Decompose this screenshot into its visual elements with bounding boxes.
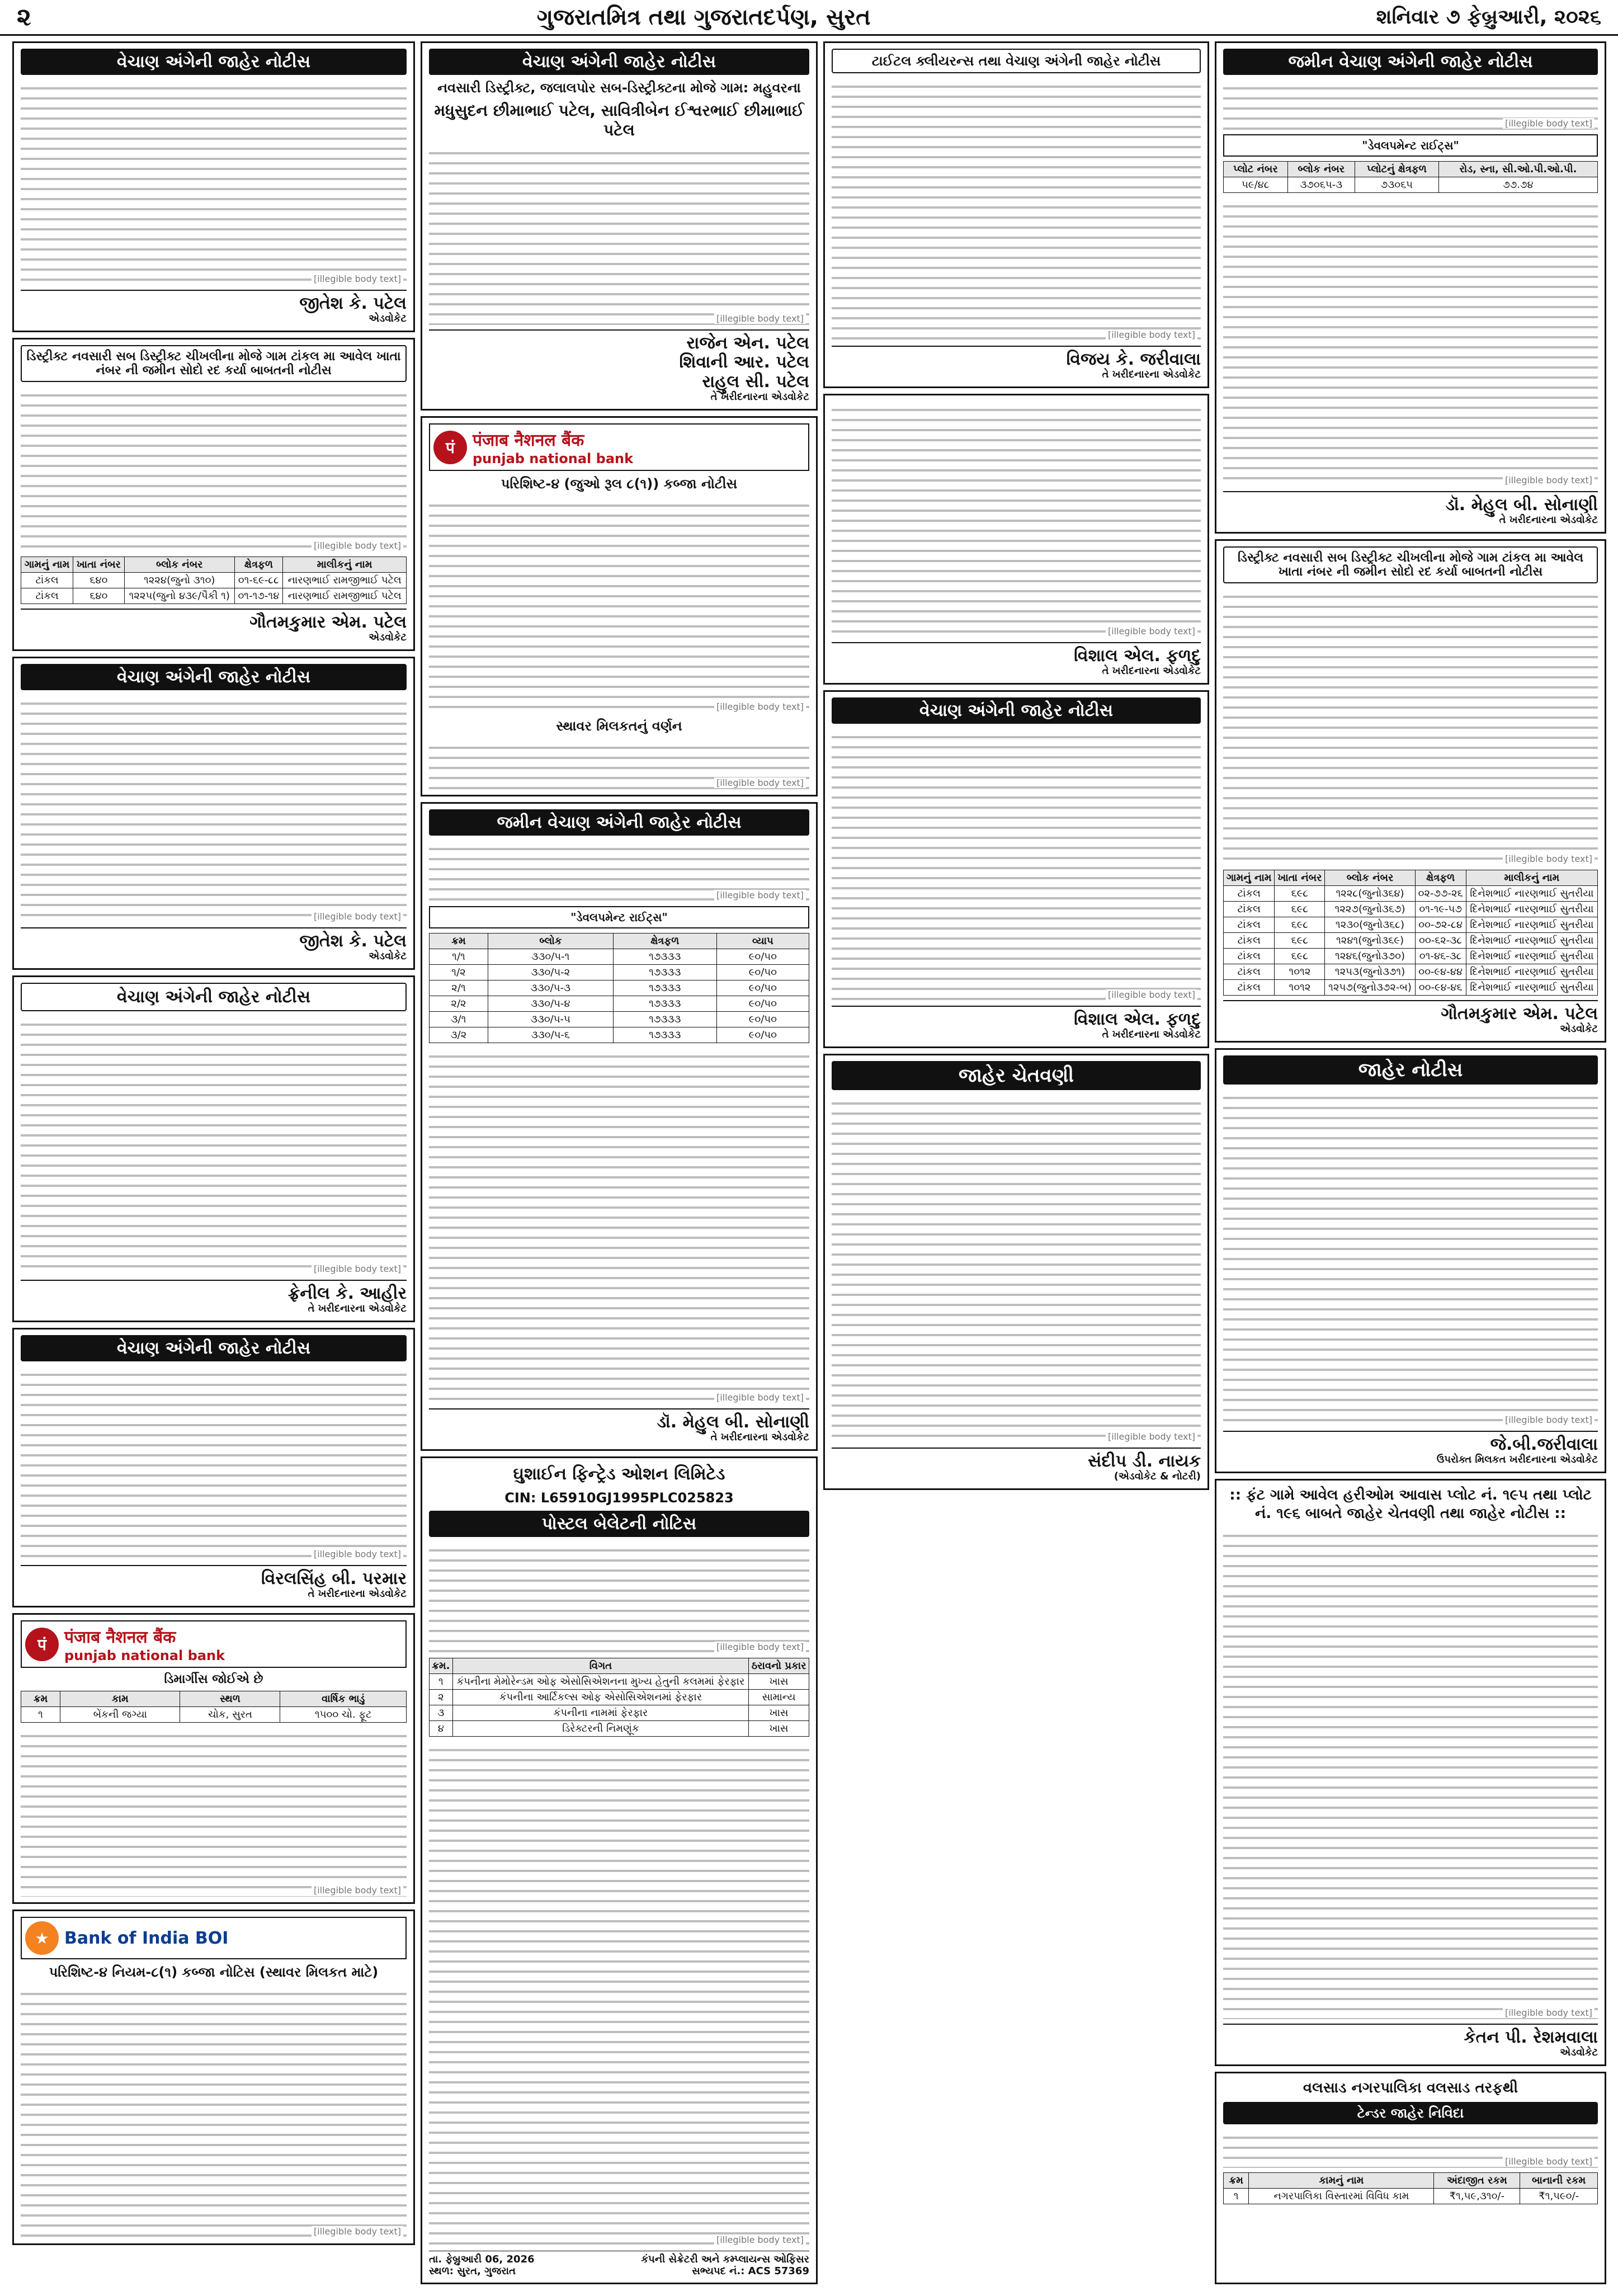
land-sale-notice-col2 (421, 802, 818, 1451)
bank-header (21, 1917, 407, 1959)
advocate-name: ગૌતમકુમાર એમ. પટેલ (1441, 1003, 1598, 1024)
table-cell: ૧૨૨૭(જુનો૩૬૭) (1325, 901, 1415, 917)
table-cell: ૩૩૦/૫-૪ (488, 996, 613, 1012)
notice-body (1223, 1527, 1598, 2019)
advocate-role: તે ખરીદનારના એડવોકેટ (308, 1588, 407, 1600)
notice-place: સ્થળ: સુરત, ગુજરાત (429, 2265, 516, 2277)
notice-title: જાહેર ચેતવણી (832, 1061, 1201, 1090)
notice-title: વેચાણ અંગેની જાહેર નોટીસ (21, 664, 407, 690)
advocate-role: તે ખરીદનારના એડવોકેટ (1102, 665, 1201, 677)
advocate-name: કેતન પી. રેશમવાલા (1464, 2027, 1598, 2047)
advocate-name: ડૉ. મેહુલ બી. સોનાણી (1445, 494, 1598, 515)
sale-notice-col1-1 (12, 41, 415, 332)
table-cell: ૧૦૧૨ (1275, 964, 1325, 979)
table-row (21, 572, 407, 588)
table-cell: દિનેશભાઈ નારણભાઈ સુતરીયા (1466, 885, 1597, 901)
development-rights-badge: "ડેવલપમેન્ટ રાઈટ્સ" (1223, 134, 1598, 157)
table-header: વિગત (452, 1658, 748, 1673)
notice-body (21, 1016, 407, 1275)
advocate-signature (21, 927, 407, 963)
table-cell: ૧૨૪૬(જુનો૩૭૦) (1325, 948, 1415, 964)
table-header: રોડ, સ્ના, સી.ઓ.પી.ઓ.પી. (1438, 162, 1597, 177)
table-cell: દિનેશભાઈ નારણભાઈ સુતરીયા (1466, 948, 1597, 964)
table-cell: ૭૭.૭૪ (1438, 177, 1597, 193)
advocate-signature (832, 1006, 1201, 1041)
notice-body (429, 497, 809, 713)
table-header: માલીકનું નામ (1466, 870, 1597, 885)
table-header: ક્રમ (21, 1691, 60, 1707)
table-cell: ૬૯૮ (1275, 917, 1325, 932)
table-cell: ૧૭૩૩૩ (613, 949, 716, 965)
company-name: ઘુશાઈન ફિન્ટ્રેડ ઓશન લિમિટેડ (513, 1464, 725, 1484)
postal-ballot-notice (421, 1456, 818, 2284)
table-cell: ૧/૧ (430, 949, 488, 965)
table-row (1224, 177, 1598, 193)
advocate-signature (21, 609, 407, 644)
deal-cancel-notice-col1 (12, 338, 415, 651)
table-cell: ૧૨૫૩(જુનો૩૭૧) (1325, 964, 1415, 979)
table-cell: ટાંકલ (1224, 885, 1275, 901)
table-cell: ૬૪૦ (73, 572, 125, 588)
table-cell: ૧૭૩૩૩ (613, 980, 716, 996)
advocate-signature (832, 1448, 1201, 1483)
table-row (430, 1705, 809, 1720)
advocate-role: તે ખરીદનારના એડવોકેટ (1102, 369, 1201, 381)
bank-name-english: punjab national bank (473, 451, 634, 466)
notice-body (429, 1048, 809, 1404)
advocate-name: જીતેશ કે. પટેલ (299, 931, 407, 951)
notice-date: તા. ફેબ્રુઆરી 06, 2026 (429, 2253, 535, 2265)
table-cell: ૦૧-૧૯-૫૭ (1415, 901, 1466, 917)
table-cell: ૧૦૧૨ (1275, 979, 1325, 995)
advocate-signature (21, 1280, 407, 1315)
table-row (21, 1707, 407, 1723)
notice-title: જમીન વેચાણ અંગેની જાહેર નોટીસ (1223, 49, 1598, 75)
table-header: ક્ષેત્રફળ (234, 557, 282, 572)
advocate-role: ઉપરોક્ત મિલકત ખરીદનારના એડવોકેટ (1436, 1454, 1598, 1466)
table-cell: ૦૦-૯૪-૪૪ (1415, 964, 1466, 979)
table-header: ગામનું નામ (1224, 870, 1275, 885)
table-row (1224, 964, 1598, 979)
table-cell: ૦૨-૭૭-૨૬ (1415, 885, 1466, 901)
issue-date: શનિવાર ૭ ફેબ્રુઆરી, ૨૦૨૬ (1376, 5, 1601, 29)
table-cell: ટાંકલ (1224, 917, 1275, 932)
signature-block (429, 2251, 809, 2277)
page-number: ૨ (17, 3, 31, 31)
notice-body (832, 728, 1201, 1001)
table-row (1224, 885, 1598, 901)
table-cell: ૬૯૮ (1275, 885, 1325, 901)
table-cell: ૧ (1224, 2188, 1249, 2204)
table-row (430, 980, 809, 996)
table-cell: ૯૦/૫૦ (716, 1012, 809, 1027)
bank-name-hindi: पंजाब नैशनल बैंक (473, 431, 584, 450)
table-cell: ખાસ (749, 1673, 809, 1689)
table-header: બાનાની રકમ (1520, 2172, 1598, 2188)
table-header: પ્લોટનું ક્ષેત્રફળ (1355, 162, 1438, 177)
notice-body (429, 1741, 809, 2247)
table-cell: ૪ (430, 1720, 453, 1736)
company-cin: CIN: L65910GJ1995PLC025823 (504, 1489, 734, 1506)
public-warning-notice (823, 1054, 1209, 1490)
table-cell: ૩૩૦/૫-૬ (488, 1027, 613, 1043)
table-cell: ૧૨૨૮(જુનો૩૬૪) (1325, 885, 1415, 901)
table-cell: ટાંકલ (21, 572, 73, 588)
table-cell: નગરપાલિકા વિસ્તારમાં વિવિધ કામ (1249, 2188, 1434, 2204)
signer-title: કંપની સેક્રેટરી અને કમ્પ્લાયન્સ ઓફિસર (641, 2253, 809, 2265)
advocate-name: જે.બી.જરીવાલા (1490, 1434, 1598, 1454)
advocate-name: રાજેન એન. પટેલ (686, 333, 809, 353)
table-cell: ૬૯૮ (1275, 948, 1325, 964)
notice-title: જમીન વેચાણ અંગેની જાહેર નોટીસ (429, 809, 809, 836)
notice-body (832, 78, 1201, 341)
land-table (1223, 870, 1598, 996)
table-cell: દિનેશભાઈ નારણભાઈ સુતરીયા (1466, 932, 1597, 948)
advocate-signature (832, 642, 1201, 677)
table-cell: ૧૨૨૫(જુનો ૪૩૯/પૈકી ૧) (124, 588, 234, 604)
table-header: ક્ષેત્રફળ (1415, 870, 1466, 885)
table-cell: ₹૧,૫૯૦/- (1520, 2188, 1598, 2204)
advocate-role: (એડવોકેટ & નોટરી) (1114, 1470, 1201, 1483)
development-rights-badge: "ડેવલપમેન્ટ રાઈટ્સ" (429, 906, 809, 928)
notice-body (21, 695, 407, 923)
table-cell: ૧૭૩૩૩ (613, 1012, 716, 1027)
pnb-logo-icon: पं (433, 431, 467, 464)
table-header: બ્લોક નંબર (1287, 162, 1355, 177)
table-row (430, 1027, 809, 1043)
table-cell: ૯૦/૫૦ (716, 949, 809, 965)
notice-title: વલસાડ નગરપાલિકા વલસાડ તરફથી (1303, 2080, 1518, 2096)
table-cell: ૯૦/૫૦ (716, 996, 809, 1012)
table-cell: ૧/૨ (430, 965, 488, 980)
bank-name: Bank of India BOI (64, 1928, 229, 1948)
advocate-signature (21, 290, 407, 325)
notice-title: વેચાણ અંગેની જાહેર નોટીસ (832, 697, 1201, 724)
table-cell: ૧૨૩૦(જુનો૩૬૮) (1325, 917, 1415, 932)
table-cell: ૯૦/૫૦ (716, 965, 809, 980)
sale-notice-col1-3 (12, 975, 415, 1322)
notice-title: પરિશિષ્ટ-૪ (જુઓ રૂલ ૮(૧)) કબ્જા નોટીસ (501, 476, 738, 492)
advocate-name: સંદીપ ડી. નાયક (1088, 1451, 1201, 1471)
table-cell: ટાંકલ (1224, 901, 1275, 917)
advocate-signature (429, 329, 809, 403)
table-cell: ૬૯૮ (1275, 901, 1325, 917)
table-cell: ૧૨૫૭(જુનો૩૭૨-બ) (1325, 979, 1415, 995)
bank-name-english: punjab national bank (64, 1648, 225, 1663)
notice-body (21, 1366, 407, 1560)
table-cell: ૨ (430, 1689, 453, 1705)
table-cell: ૩/૧ (430, 1012, 488, 1027)
table-cell: ખાસ (749, 1720, 809, 1736)
advocate-name: ગૌતમકુમાર એમ. પટેલ (249, 612, 407, 632)
public-notice-col4 (1215, 1048, 1606, 1473)
table-cell: સામાન્ય (749, 1689, 809, 1705)
tender-notice (1215, 2072, 1606, 2284)
advocate-role: એડવોકેટ (1560, 1023, 1598, 1035)
notice-body (429, 144, 809, 325)
table-header: બ્લોક નંબર (124, 557, 234, 572)
table-cell: કંપનીના મેમોરેન્ડમ ઓફ એસોસિએશનના મુખ્ય હેતુની કલમમાં ફેરફાર (452, 1673, 748, 1689)
table-row (430, 996, 809, 1012)
notice-body (1223, 588, 1598, 865)
sale-notice-col1-2 (12, 657, 415, 970)
advocate-role: એડવોકેટ (1560, 2047, 1598, 2059)
table-row (1224, 979, 1598, 995)
table-cell: ૬૯૮ (1275, 932, 1325, 948)
table-cell: ૩ (430, 1705, 453, 1720)
membership-number: સભ્યપદ નં.: ACS 57369 (692, 2265, 809, 2277)
table-cell: ૩/૨ (430, 1027, 488, 1043)
advocate-name: વિરલસિંહ બી. પરમાર (261, 1568, 407, 1588)
table-row (430, 965, 809, 980)
table-header: ખાતા નંબર (73, 557, 125, 572)
table-row (1224, 948, 1598, 964)
notice-body (1223, 2129, 1598, 2168)
advocate-role: તે ખરીદનારના એડવોકેટ (1499, 514, 1598, 526)
notice-title: જાહેર નોટીસ (1223, 1055, 1598, 1085)
owner-names: મધુસુદન છીમાભાઈ પટેલ, સાવિત્રીબેન ઈશ્વરભાઈ છીમાભાઈ પટેલ (434, 101, 804, 139)
advocate-name: શિવાની આર. પટેલ (679, 352, 809, 373)
advocate-role: એડવોકેટ (369, 950, 407, 963)
table-cell: ૦૧-૬૯-૮૮ (234, 572, 282, 588)
bank-header (429, 423, 809, 471)
notice-intro (429, 840, 809, 902)
land-table (21, 557, 407, 604)
table-cell: ૯૦/૫૦ (716, 1027, 809, 1043)
notice-intro (429, 1541, 809, 1653)
plot-warning-notice (1215, 1479, 1606, 2066)
table-header: ક્રમ. (430, 1658, 453, 1673)
advocate-name: વિશાલ એલ. ફળદુ (1074, 1009, 1201, 1029)
table-row (1224, 901, 1598, 917)
advocate-signature (429, 1408, 809, 1444)
advocate-name: વિજય કે. જરીવાલા (1066, 349, 1201, 369)
advocate-name: વિશાલ એલ. ફળદુ (1074, 645, 1201, 666)
table-header: કામનું નામ (1249, 2172, 1434, 2188)
tender-table (1223, 2172, 1598, 2204)
table-cell: ૦૦-૭૨-૮૪ (1415, 917, 1466, 932)
table-header: ખાતા નંબર (1275, 870, 1325, 885)
table-cell: ટાંકલ (1224, 979, 1275, 995)
notice-title: પોસ્ટલ બેલેટની નોટિસ (429, 1511, 809, 1537)
table-cell: દિનેશભાઈ નારણભાઈ સુતરીયા (1466, 901, 1597, 917)
table-header: કામ (60, 1691, 180, 1707)
column-3 (823, 41, 1209, 2290)
table-header: ક્ષેત્રફળ (613, 934, 716, 949)
pnb-logo-icon: पं (25, 1628, 59, 1661)
table-row (1224, 2188, 1598, 2204)
sale-notice-col2-1 (421, 41, 818, 411)
notice-body (21, 79, 407, 285)
notice-title: ડિસ્ટ્રીક્ટ નવસારી સબ ડિસ્ટ્રીક્ટ ચીખલીના મોજે ગામ ટાંકલ મા આવેલ ખાતા નંબર ની જમીન સોદો રદ કર્યા બાબતની નોટીસ (21, 345, 407, 382)
table-cell: નારણભાઈ રામજીભાઈ પટેલ (283, 572, 407, 588)
table-header: ક્રમ (1224, 2172, 1249, 2188)
table-cell: ૧ (430, 1673, 453, 1689)
sale-notice-col1-4 (12, 1328, 415, 1607)
masthead (0, 0, 1618, 36)
table-cell: દિનેશભાઈ નારણભાઈ સુતરીયા (1466, 917, 1597, 932)
column-1 (12, 41, 415, 2290)
table-cell: ૬૪૦ (73, 588, 125, 604)
land-sale-notice-col4 (1215, 41, 1606, 534)
boi-logo-icon: ★ (25, 1921, 59, 1955)
notice-title: ડિસ્ટ્રીક્ટ નવસારી સબ ડિસ્ટ્રીક્ટ ચીખલીના મોજે ગામ ટાંકલ મા આવેલ ખાતા નંબર ની જમીન સોદો રદ કર્યા બાબતની નોટીસ (1223, 546, 1598, 583)
table-cell: ખાસ (749, 1705, 809, 1720)
advocate-signature (832, 346, 1201, 381)
notice-subtitle: ટેન્ડર જાહેર નિવિદા (1223, 2102, 1598, 2124)
table-row (430, 1720, 809, 1736)
pnb-possession-notice (421, 416, 818, 796)
table-cell: ૫૯/૪૮ (1224, 177, 1288, 193)
table-header: પ્લોટ નંબર (1224, 162, 1288, 177)
plot-table (1223, 161, 1598, 193)
notice-title: વેચાણ અંગેની જાહેર નોટીસ (21, 983, 407, 1011)
pnb-premises-ad (12, 1613, 415, 1904)
newspaper-title: ગુજરાતમિત્ર તથા ગુજરાતદર્પણ, સુરત (536, 4, 871, 30)
table-cell: ૧૨૪૧(જુનો૩૬૯) (1325, 932, 1415, 948)
table-cell: ૭૩૦૬૫ (1355, 177, 1438, 193)
notice-body (21, 1985, 407, 2238)
table-cell: દિનેશભાઈ નારણભાઈ સુતરીયા (1466, 964, 1597, 979)
notice-title: વેચાણ અંગેની જાહેર નોટીસ (21, 1335, 407, 1361)
table-cell: ૧૨૨૪(જુનો ૩૧૦) (124, 572, 234, 588)
sale-notice-col3-2 (823, 690, 1209, 1048)
advocate-signature (1223, 2024, 1598, 2059)
table-cell: દિનેશભાઈ નારણભાઈ સુતરીયા (1466, 979, 1597, 995)
advocate-role: એડવોકેટ (369, 313, 407, 325)
table-header: વાર્ષિક ભાડું (280, 1691, 407, 1707)
table-cell: ૩૩૦/૫-૧ (488, 949, 613, 965)
advocate-role: તે ખરીદનારના એડવોકેટ (710, 1431, 809, 1444)
table-cell: ૩૩૦/૫-૩ (488, 980, 613, 996)
advocate-role: એડવોકેટ (369, 631, 407, 644)
advocate-name: ફ્રેનીલ કે. આહીર (287, 1283, 407, 1303)
notice-title: :: ફંટ ગામે આવેલ હરીઓમ આવાસ પ્લોટ નં. ૧૯૫ તથા પ્લોટ નં. ૧૯૬ બાબતે જાહેર ચેતવણી તથા જાહેર નોટીસ :: (1229, 1487, 1592, 1522)
table-cell: ₹૧,૫૯,૩૧૦/- (1434, 2188, 1520, 2204)
table-header: ક્રમ (430, 934, 488, 949)
table-header: ગામનું નામ (21, 557, 73, 572)
table-header: બ્લોક (488, 934, 613, 949)
bank-header (21, 1620, 407, 1668)
resolutions-table (429, 1658, 809, 1737)
notice-body (21, 386, 407, 552)
advocate-name: રાહુલ સી. પટેલ (702, 371, 809, 392)
table-cell: ૦૦-૯૪-૪૬ (1415, 979, 1466, 995)
table-cell: ૦૧-૪૬-૩૮ (1415, 948, 1466, 964)
table-cell: ૯૦/૫૦ (716, 980, 809, 996)
table-cell: ટાંકલ (21, 588, 73, 604)
notice-body (832, 401, 1201, 638)
table-cell: ૦૧-૧૭-૧૪ (234, 588, 282, 604)
premises-table (21, 1691, 407, 1723)
table-cell: કંપનીના નામમાં ફેરફાર (452, 1705, 748, 1720)
notice-title: વેચાણ અંગેની જાહેર નોટીસ (429, 49, 809, 75)
table-cell: કંપનીના આર્ટિકલ્સ ઓફ એસોસિએશનમાં ફેરફાર (452, 1689, 748, 1705)
column-2 (421, 41, 818, 2290)
advocate-signature (1223, 491, 1598, 526)
table-cell: ટાંકલ (1224, 948, 1275, 964)
advocate-role: તે ખરીદનારના એડવોકેટ (710, 391, 809, 403)
advocate-signature (1223, 1000, 1598, 1035)
notice-body (832, 1095, 1201, 1443)
notice-body (1223, 197, 1598, 487)
table-cell: ૧૫૦૦ ચો. ફૂટ (280, 1707, 407, 1723)
sale-notice-col3-1 (823, 394, 1209, 685)
table-row (430, 1689, 809, 1705)
table-cell: ૨/૨ (430, 996, 488, 1012)
deal-cancel-notice-col4 (1215, 539, 1606, 1043)
table-cell: ચોક, સુરત (180, 1707, 280, 1723)
plot-table (429, 933, 809, 1043)
table-cell: ૩૭૦૬૫-૩ (1287, 177, 1355, 193)
table-cell: ટાંકલ (1224, 964, 1275, 979)
title-clearance-notice (823, 41, 1209, 388)
table-header: સ્થળ (180, 1691, 280, 1707)
table-header: માલીકનું નામ (283, 557, 407, 572)
advocate-signature (21, 1565, 407, 1600)
column-4 (1215, 41, 1606, 2290)
advocate-role: તે ખરીદનારના એડવોકેટ (1102, 1029, 1201, 1041)
ad-heading: ડિમાર્ગીસ જોઈએ છે (164, 1672, 263, 1686)
table-row (1224, 932, 1598, 948)
table-cell: ટાંકલ (1224, 932, 1275, 948)
notice-title: ટાઈટલ ક્લીયરન્સ તથા વેચાણ અંગેની જાહેર નોટીસ (832, 49, 1201, 73)
advocate-signature (1223, 1431, 1598, 1466)
table-cell: ૨/૧ (430, 980, 488, 996)
advocate-name: જીતેશ કે. પટેલ (299, 293, 407, 313)
table-cell: ૧૭૩૩૩ (613, 1027, 716, 1043)
table-cell: ૧૭૩૩૩ (613, 965, 716, 980)
table-cell: નારણભાઈ રામજીભાઈ પટેલ (283, 588, 407, 604)
notice-subhead: નવસારી ડિસ્ટ્રીક્ટ, જલાલપોર સબ-ડિસ્ટ્રીક્ટના મોજે ગામ: મહુવરના (437, 80, 801, 96)
notice-body (1223, 1089, 1598, 1426)
property-description (429, 739, 809, 789)
boi-possession-notice (12, 1910, 415, 2245)
table-row (21, 588, 407, 604)
table-cell: ૩૩૦/૫-૨ (488, 965, 613, 980)
table-header: બ્લોક નંબર (1325, 870, 1415, 885)
notice-title: પરિશિષ્ટ-૪ નિયમ-૮(૧) કબ્જા નોટિસ (સ્થાવર મિલકત માટે) (49, 1964, 379, 1980)
advocate-name: ડૉ. મેહુલ બી. સોનાણી (657, 1412, 809, 1432)
table-row (430, 1012, 809, 1027)
table-cell: બેંકની જગ્યા (60, 1707, 180, 1723)
table-cell: ૦૦-૬૨-૩૮ (1415, 932, 1466, 948)
table-row (430, 949, 809, 965)
table-cell: ૩૩૦/૫-૫ (488, 1012, 613, 1027)
table-row (430, 1673, 809, 1689)
ad-body (21, 1727, 407, 1897)
table-row (1224, 917, 1598, 932)
table-cell: ૧૭૩૩૩ (613, 996, 716, 1012)
table-header: વ્યાપ (716, 934, 809, 949)
table-cell: ૧ (21, 1707, 60, 1723)
table-header: ઠરાવનો પ્રકાર (749, 1658, 809, 1673)
advocate-role: તે ખરીદનારના એડવોકેટ (308, 1303, 407, 1315)
table-cell: ડિરેક્ટરની નિમણૂંક (452, 1720, 748, 1736)
bank-name-hindi: पंजाब नैशनल बैंक (64, 1628, 176, 1647)
notice-intro (1223, 79, 1598, 130)
property-description-heading: સ્થાવર મિલકતનું વર્ણન (556, 718, 682, 734)
table-header: અંદાજીત રકમ (1434, 2172, 1520, 2188)
notice-title: વેચાણ અંગેની જાહેર નોટીસ (21, 49, 407, 75)
